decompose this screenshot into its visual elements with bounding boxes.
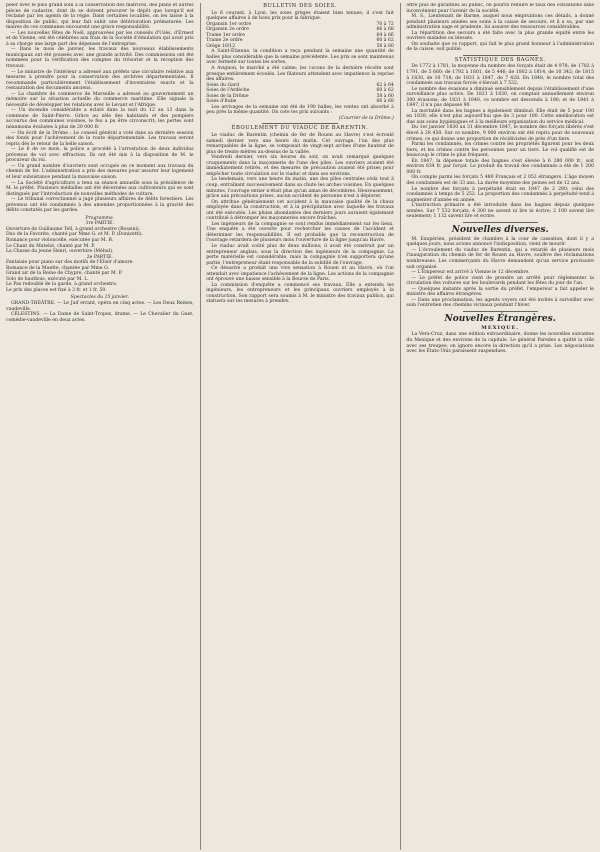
article-paragraph: — Les nouvelles fêtes de Noël, approuvées par les conseils d'Uzès, d'Ernest et de Vienne, ont été célébrées aux frais de la Société d'émulation qui avait pris à sa charge une large part des dépenses de l'entreprise. [6, 30, 194, 47]
price-label: Soies du Gard [206, 82, 240, 88]
article-paragraph: En 1847, la dépense totale des bagnes s'est élevée à 6 280 000 fr., soit environ 834 fr. par forçat. Le produit du travail des condamnés a été de 1 200 000 fr. [406, 158, 595, 175]
article-paragraph: Le 6 courant, à Lyon, les soies grèges étaient bien tenues; il s'est fait quelques affaires à de bons prix pour la fabrique. [206, 10, 394, 22]
article-paragraph: La Vera-Cruz, dans une édition extraordinaire, donne les nouvelles suivantes du Mexique et des environs de la capitale. Le général Paredes a quitté la ville avec ses troupes; on ignore encore la direction qu'il a prise. Les négociations avec les États-Unis paraissent suspendues. [406, 332, 595, 355]
section-heading-viaduc: ÉBOULEMENT DU VIADUC DE BARENTIN. [231, 125, 369, 132]
section-rule [463, 222, 538, 223]
article-paragraph: La commission d'enquête a commencé ses travaux. Elle a entendu les ingénieurs, les entrepreneurs et les principaux ouvriers employés à la construction. Son rapport sera soumis à M. le ministre des travaux publics, qui statuera sur les mesures à prendre. [206, 282, 394, 305]
article-paragraph: On compte parmi les forçats 5 480 Français et 2 052 étrangers. L'âge moyen des condamnés est de 33 ans. La durée moyenne des peines est de 12 ans. [406, 175, 595, 186]
article-paragraph: peler avec le plus grand soin à la conservation des matrices, des plans et autres pièces de cadastre, dont ils se doivent procurer le dépôt que lorsqu'il est réclamé par les agents de la régie. Dans certaines localités, on les laisse à la disposition de public, qui leur fait subir une détérioration prématurée. Les maires de ces communes encourent une grave responsabilité. [6, 3, 194, 31]
price-value: 60 à 62 [376, 38, 394, 44]
column-right [406, 3, 594, 850]
article-paragraph: — Le ministre de l'intérieur a adressé aux préfets une circulaire relative aux mesures à prendre pour la conservation des archives départementales. Il recommande particulièrement l'établissement d'inventaires exacts et la restauration des documents anciens. [6, 69, 194, 92]
article-paragraph: Le viaduc avait coûté plus de deux millions; il avait été construit par un entrepreneur anglais, sous la direction des ingénieurs de la compagnie. La perte matérielle est considérable, mais la compagnie n'en supportera qu'une partie, l'entrepreneur étant responsable de la solidité de l'ouvrage. [206, 243, 394, 266]
article-paragraph: — Dans le mois de janvier, les travaux des nouveaux établissements municipaux ont été poussés avec une grande activité. Des commissions ont été nommées pour la vérification des comptes du trésorier et la réception des travaux. [6, 47, 194, 70]
article-paragraph: Le nombre des forçats à perpétuité était en 1847 de 2 280; celui des condamnés à temps de 5 252. La proportion des condamnés à perpétuité tend à augmenter d'année en année. [406, 186, 595, 203]
article-paragraph: — Un incendie considérable a éclaté dans la nuit du 12 au 13 dans la commune de Saint-Pierre. Grâce au zèle des habitants et des pompiers accourus des communes voisines, le feu a pu être circonscrit; les pertes sont néanmoins évaluées à plus de 20 000 fr. [6, 108, 194, 131]
price-label: Soies de l'Ardèche [206, 88, 250, 94]
article-paragraph: La mortalité dans les bagnes a également diminué. Elle était de 5 pour 100 en 1830; elle n'est plus aujourd'hui que de 3 pour 100. Cette amélioration est due aux soins hygiéniques et à la meilleure organisation du service médical. [406, 108, 595, 125]
price-label: Organsin 1er ordre [206, 21, 252, 27]
article-paragraph: Les arrivages de la semaine ont été de 190 balles; les ventes ont absorbé à peu près la même quantité. On cote les prix suivants : [206, 104, 394, 116]
article-paragraph: — L'Empereur est arrivé à Vienne le 12 décembre. [411, 270, 530, 276]
programme-item: La Chasse du jeune Henri, ouverture (Méhul). [6, 249, 114, 255]
price-label: Trame 2e ordre [206, 38, 243, 44]
programme-item: Grand air de la Reine de Chypre, chanté par M. P. [6, 271, 123, 277]
article-paragraph: Les ingénieurs de la compagnie se sont rendus immédiatement sur les lieux. Une enquête a été ouverte pour rechercher les causes de l'accident et déterminer les responsabilités. Il est probable que la reconstruction de l'ouvrage retardera de plusieurs mois l'ouverture de la ligne jusqu'au Havre. [206, 221, 394, 244]
article-paragraph: L'instruction primaire a été introduite dans les bagnes depuis quelques années. Sur 7 532 forçats, 4 300 ne savent ni lire ni écrire; 2 100 savent lire seulement; 1 132 savent lire et écrire. [406, 203, 595, 220]
section-rule [463, 55, 538, 56]
price-label: Grège 10/12 [206, 43, 236, 49]
price-value: 66 à 68 [376, 99, 394, 105]
programme-item: Romance de la Muette, chantée par Mme G. [6, 265, 110, 271]
article-paragraph: Parmi les condamnés, les crimes contre les propriétés figurent pour les deux tiers, et les crimes contre les personnes pour un tiers. Le vol qualifié est de beaucoup le crime le plus fréquent. [406, 142, 595, 159]
article-paragraph: — Un grand nombre d'ouvriers sont occupés en ce moment aux travaux du chemin de fer. L'administration a pris des mesures pour assurer leur logement et leur subsistance pendant la mauvaise saison. [6, 163, 194, 180]
article-paragraph: On attribue généralement cet accident à la mauvaise qualité de la chaux employée dans la construction, et à la précipitation avec laquelle les travaux ont été exécutés. Les pluies abondantes des derniers jours auraient également contribué à détremper les maçonneries encore fraîches. [206, 199, 394, 222]
article-paragraph: — Le tribunal correctionnel a jugé plusieurs affaires de délits forestiers. Les prévenus ont été condamnés à des amendes proportionnées à la gravité des délits constatés par les gardes. [6, 197, 194, 214]
article-paragraph: — La chambre de commerce de Marseille a adressé au gouvernement un mémoire sur la situation actuelle du commerce maritime. Elle signale la nécessité de développer les relations avec le Levant et l'Afrique. [6, 91, 194, 108]
programme-item: Le Chant du Matelot, chanté par M. P. [6, 243, 95, 249]
programme-part-heading: 2e PARTIE. [86, 254, 113, 260]
article-paragraph: A Avignon, le marché a été calme; les cocons de la dernière récolte sont presque entièrement écoulés. Les filateurs attendent avec impatience la reprise des affaires. [206, 66, 394, 83]
article-paragraph: On souhaite que ce rapport, qui fait le plus grand honneur à l'administration de la caisse, soit publié. [406, 41, 595, 53]
price-value: 66 à 68 [376, 27, 394, 33]
article-paragraph: Le lendemain, vers une heure du matin, une des piles centrales céda tout à coup, entraînant successivement dans sa chute les arches voisines. En quelques minutes, l'ouvrage entier n'était plus qu'un amas de décombres. Heureusement, grâce aux précautions prises, aucun accident de personne n'est à déplorer. [206, 177, 394, 200]
article-paragraph: — L'écroulement du viaduc de Barentin, qui a retardé de plusieurs mois l'inauguration du chemin de fer de Rouen au Havre, soulève des réclamations nombreuses. Les commerçants du Havre demandent qu'un service provisoire soit organisé. [406, 247, 595, 270]
section-heading-bulletin: BULLETIN DES SOIES. [263, 3, 337, 9]
price-label: Soies de la Drôme [206, 93, 249, 99]
price-value: 60 à 62 [376, 88, 394, 94]
price-label: Soies d'Italie [206, 99, 237, 105]
column-left [6, 3, 194, 850]
article-paragraph: La répartition des secours a été faite avec la plus grande équité entre les ouvriers malades ou blessés. [406, 30, 595, 42]
article-paragraph: Le nombre des évasions a diminué sensiblement depuis l'établissement d'une surveillance plus active. De 1821 à 1830, on comptait annuellement environ 300 évasions; de 1831 à 1840, ce nombre est descendu à 180; et de 1841 à 1847, il n'a pas dépassé 90. [406, 86, 595, 109]
programme-heading: Programme. [85, 215, 115, 221]
programme-item: Duo de la Favorite, chanté par Mme G. et M. P. (Donizetti). [6, 232, 143, 238]
article-paragraph: — Dans une proclamation, les agents voyers ont été invités à surveiller avec soin l'entretien des chemins vicinaux pendant l'hiver. [406, 297, 595, 309]
price-value: 70 à 72 [376, 21, 394, 27]
article-paragraph: M. Exupérien, président de chambre à la cour de cassation, dont il y a quelques jours, nous avions annoncé l'indisposition, vient de mourir. [406, 236, 595, 248]
price-value: 64 à 66 [376, 32, 394, 38]
section-heading-nouvelles-etrangeres: Nouvelles Étrangères. [444, 313, 556, 324]
column-divider [200, 3, 201, 850]
article-paragraph: offre plus de garanties au public, on pourra réduire le taux des cotisations sans inconvénient pour l'avenir de la société. [406, 3, 595, 14]
country-heading: MEXIQUE. [481, 324, 520, 331]
article-paragraph: M. S., Lieutenant de Barme, auquel nous empruntons ces détails, a donné pendant plusieurs années ses soins à la caisse de secours, et il a su, par une administration sage et prudente, lui assurer des ressources considérables. [406, 14, 595, 31]
article-paragraph: — Le préfet de police vient de prendre un arrêté pour réglementer la circulation des voitures sur les boulevards pendant les fêtes du jour de l'an. [406, 275, 595, 287]
spectacle-listing: CÉLESTINS. — La Dame de Saint-Tropez, drame. — Le Chevalier du Guet, comédie-vaudeville en deux actes. [6, 312, 194, 323]
programme-item: Ouverture de Guillaume Tell, à grand orchestre (Rossini). [6, 226, 141, 232]
article-paragraph: Ce désastre a produit une vive sensation à Rouen et au Havre, où l'on attendait avec impatience l'achèvement de la ligne. Les actions de la compagnie ont éprouvé une baisse sensible à la Bourse de Paris. [206, 266, 394, 283]
column-divider [400, 3, 401, 850]
article-paragraph: — Quelques instants après la sortie du préfet, l'empereur a fait appeler le ministre des affaires étrangères. [406, 286, 595, 298]
price-value: 58 à 60 [376, 93, 394, 99]
spectacles-heading: Spectacles du 15 janvier. [70, 295, 129, 301]
programme-price: Le prix des places est fixé à 3 fr. et 1 fr. 50. [6, 287, 107, 293]
price-value: 58 à 60 [376, 43, 394, 49]
programme-item: Fantaisie pour piano sur des motifs de l'Elisir d'amore. [6, 260, 134, 266]
section-rule [463, 311, 538, 312]
spectacle-listing: GRAND-THÉÂTRE. — Le Juif errant, opéra en cinq actes. — Les Deux Reines, vaudeville. [6, 300, 194, 312]
article-paragraph: — On écrit de la Drôme : Le conseil général a voté dans sa dernière session des fonds pour l'achèvement de la route départementale. Les travaux seront repris dès le retour de la belle saison. [6, 130, 194, 147]
source-credit: (Courrier de la Drôme.) [338, 115, 394, 121]
article-paragraph: Du 1er janvier 1830 au 31 décembre 1847, le nombre des forçats libérés s'est élevé à 28 450. Sur ce nombre, 9 000 environ ont été repris pour de nouveaux crimes, ce qui donne une proportion de récidivistes de près d'un tiers. [406, 125, 595, 142]
programme-item: Solo de hautbois, exécuté par M. L. [6, 276, 89, 282]
article-paragraph: Le viaduc de Barentin (chemin de fer de Rouen au Havre) s'est écroulé samedi dernier vers une heure du matin. Cet ouvrage, l'un des plus remarquables de la ligne, se composait de vingt-sept arches d'une hauteur de plus de trente mètres au-dessus de la vallée. [206, 133, 394, 155]
column-middle [206, 3, 394, 850]
article-paragraph: A Saint-Étienne, la condition a reçu pendant la semaine une quantité de balles plus considérable que la semaine précédente. Les prix se sont maintenus avec fermeté sur toutes les sortes. [206, 49, 394, 66]
article-paragraph: — La Société d'agriculture a tenu sa séance annuelle sous la présidence de M. le préfet. Plusieurs médailles ont été décernées aux cultivateurs qui se sont distingués par l'introduction de nouvelles méthodes de culture. [6, 180, 194, 197]
article-paragraph: Vendredi dernier, vers six heures du soir, on avait remarqué quelques craquements dans la maçonnerie de l'une des piles. Les ouvriers avaient été immédiatement retirés, et des mesures de précaution avaient été prises pour empêcher toute circulation sur le viaduc et dans ses environs. [206, 155, 394, 177]
price-value: 62 à 64 [376, 82, 394, 88]
programme-item: Romance pour violoncelle, exécutée par M. B. [6, 237, 114, 243]
section-heading-statistique: STATISTIQUE DES BAGNES. [454, 56, 546, 63]
programme-part-heading: 1re PARTIE. [85, 221, 114, 227]
price-label: Organsin 2e ordre [206, 27, 249, 33]
article-paragraph: — Le 6 de ce mois, la police a procédé à l'arrestation de deux individus prévenus de vol avec effraction. Ils ont été mis à la disposition de M. le procureur du roi. [6, 147, 194, 164]
programme-item: Le Pas redoublé de la garde, à grand orchestre. [6, 282, 118, 288]
article-paragraph: De 1772 à 1781, la moyenne du nombre des forçats était de 4 978; de 1782 à 1791, de 5 660; de 1792 à 1801, de 5 446; de 1802 à 1814, de 10 342; de 1815 à 1830, de 10 718; de 1831 à 1847, de 7 428. En 1848, le nombre total des condamnés aux travaux forcés s'élevait à 7 532. [406, 64, 595, 87]
price-label: Trame 1er ordre [206, 32, 245, 38]
section-heading-nouvelles-diverses: Nouvelles diverses. [451, 224, 549, 235]
